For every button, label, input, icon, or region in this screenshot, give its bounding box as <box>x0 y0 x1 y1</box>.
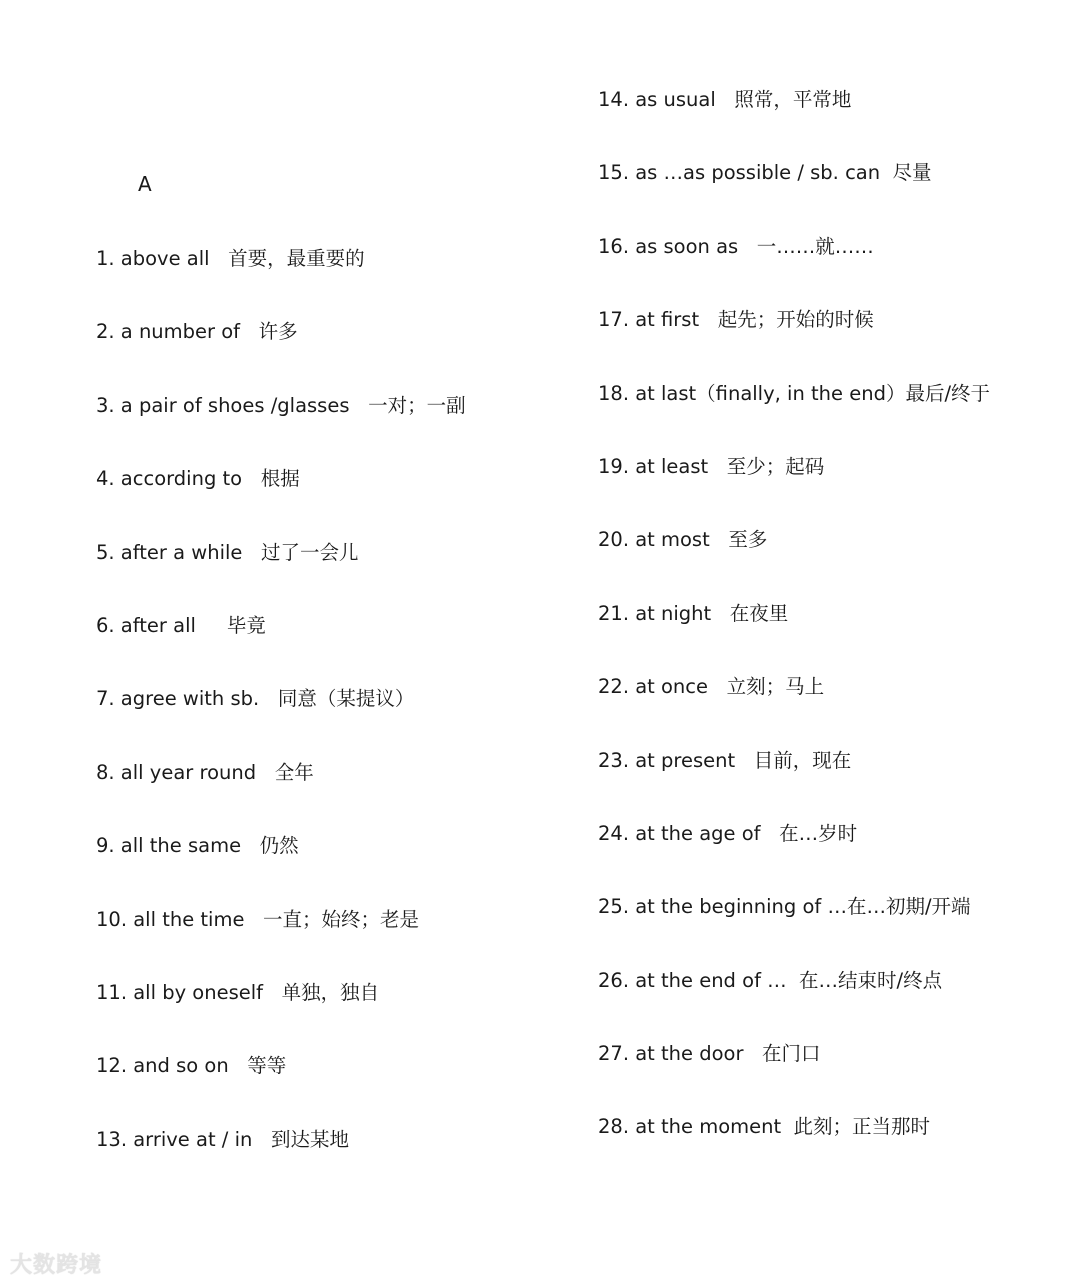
phrase-item: 28. at the moment 此刻；正当那时 <box>598 1115 931 1139</box>
phrase-list-right <box>598 63 990 1164</box>
phrase-item: 15. as …as possible / sb. can 尽量 <box>598 161 932 185</box>
phrase-item: 7. agree with sb. 同意（某提议） <box>96 687 415 711</box>
phrase-item: 10. all the time 一直；始终；老是 <box>96 907 420 931</box>
phrase-item: 8. all year round 全年 <box>96 760 314 784</box>
phrase-item: 17. at first 起先；开始的时候 <box>598 308 874 332</box>
phrase-item: 6. after all 毕竟 <box>96 613 266 637</box>
phrase-item: 11. all by oneself 单独，独自 <box>96 980 380 1004</box>
phrase-item: 22. at once 立刻；马上 <box>598 675 825 699</box>
phrase-item: 21. at night 在夜里 <box>598 601 789 625</box>
phrase-item: 23. at present 目前，现在 <box>598 748 852 772</box>
watermark-text: 大数跨境 <box>10 1253 103 1278</box>
phrase-item: 14. as usual 照常，平常地 <box>598 88 852 111</box>
phrase-item: 25. at the beginning of …在…初期/开端 <box>598 895 971 919</box>
phrase-item: 2. a number of 许多 <box>96 320 298 344</box>
phrase-item: 26. at the end of … 在…结束时/终点 <box>598 968 943 992</box>
watermark-logo <box>10 1248 102 1279</box>
phrase-item: 18. at last（finally, in the end）最后/终于 <box>598 381 991 405</box>
phrase-item: 9. all the same 仍然 <box>96 834 299 858</box>
phrase-item: 5. after a while 过了一会儿 <box>96 540 359 564</box>
phrase-item: 24. at the age of 在…岁时 <box>598 821 858 845</box>
phrase-item: 13. arrive at / in 到达某地 <box>96 1127 349 1151</box>
phrase-item: 12. and so on 等等 <box>96 1054 287 1078</box>
phrase-item: 4. according to 根据 <box>96 467 300 491</box>
phrase-item: 19. at least 至少；起码 <box>598 454 825 478</box>
phrase-item: 27. at the door 在门口 <box>598 1042 821 1066</box>
phrase-item: 16. as soon as 一……就…… <box>598 234 874 258</box>
phrase-item: 20. at most 至多 <box>598 528 768 552</box>
phrase-item: 1. above all 首要，最重要的 <box>96 247 365 270</box>
phrase-item: 3. a pair of shoes /glasses 一对；一副 <box>96 393 466 417</box>
section-heading: A <box>138 172 152 196</box>
phrase-list-left <box>96 222 466 1176</box>
